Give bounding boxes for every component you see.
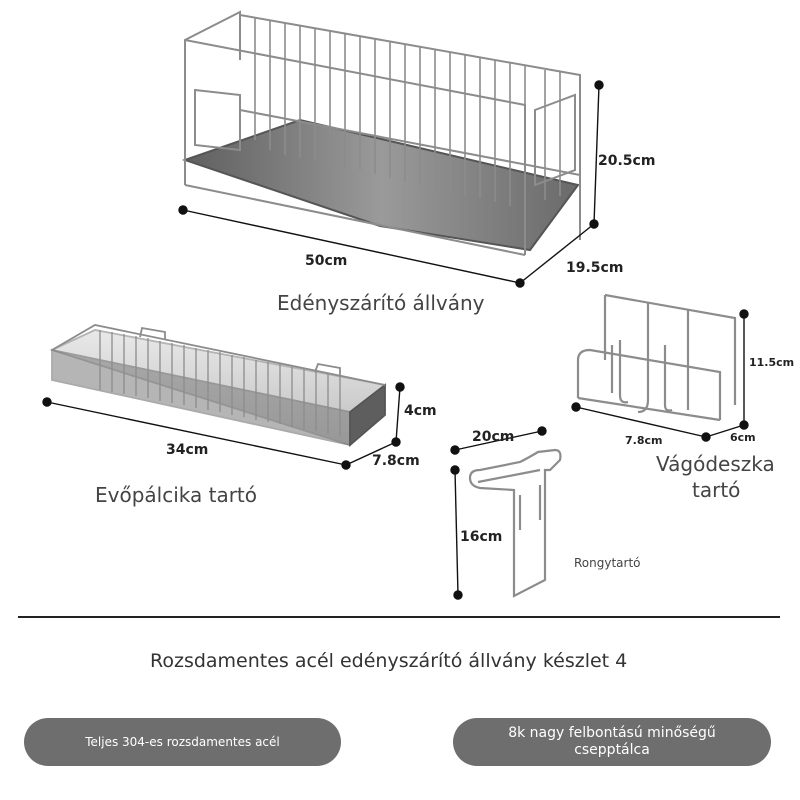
dish-rack-name: Edényszárító állvány [277,291,485,315]
set-title: Rozsdamentes acél edényszárító állvány készlet 4 [150,650,628,672]
feature-badge-drip-tray-line2: csepptálca [574,742,650,758]
dish-rack-image [185,12,580,255]
cutting-board-holder-name-line2: tartó [692,478,741,502]
feature-badge-stainless-label: Teljes 304-es rozsdamentes acél [85,734,280,749]
dish-rack-width: 50cm [305,253,348,269]
feature-badge-drip-tray [453,718,771,766]
rag-holder-width: 20cm [472,429,515,445]
cutting-board-holder-height: 11.5cm [749,356,795,369]
chopstick-holder-height: 4cm [404,403,437,419]
rag-holder-height: 16cm [460,529,503,545]
dish-rack-height: 20.5cm [598,153,656,169]
cutting-board-holder-width: 7.8cm [625,434,663,447]
feature-badge-drip-tray-line1: 8k nagy felbontású minőségű [508,724,716,741]
rag-holder-image [470,450,560,596]
feature-badge-stainless [24,718,341,766]
cutting-board-holder-depth: 6cm [730,431,756,444]
cutting-board-holder-image [578,295,735,420]
rag-holder-name: Rongytartó [574,556,641,570]
chopstick-holder-width: 34cm [166,442,209,458]
chopstick-holder-name: Evőpálcika tartó [95,483,258,507]
chopstick-holder-depth: 7.8cm [372,453,420,469]
chopstick-holder-image [52,325,385,445]
dish-rack-depth: 19.5cm [566,260,624,276]
cutting-board-holder-dimensions [572,310,748,441]
section-divider [18,616,780,618]
rag-holder-dimensions [451,427,546,599]
cutting-board-holder-name-line1: Vágódeszka [656,452,775,476]
